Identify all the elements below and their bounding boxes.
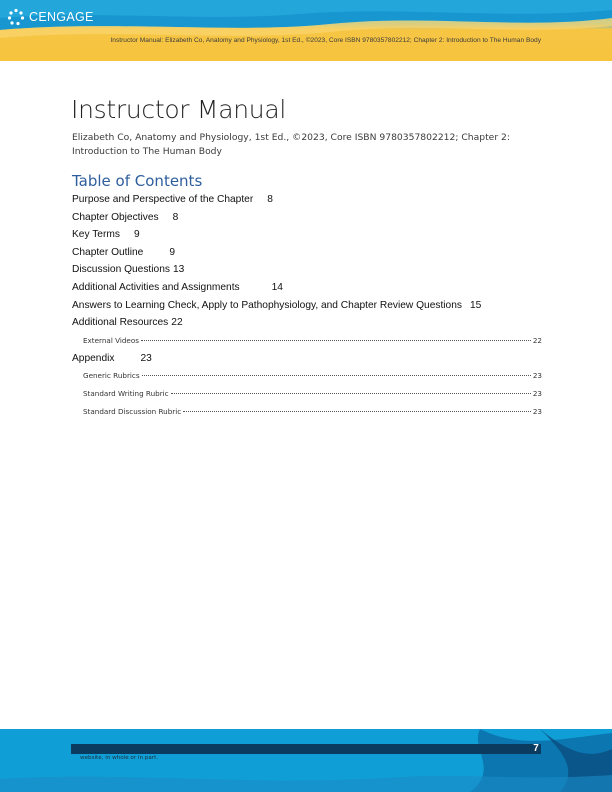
toc-entry-page: 23 (532, 388, 542, 398)
toc-dot-leader (141, 340, 531, 341)
toc-entry-page: 9 (169, 246, 176, 258)
toc-subentry[interactable] (72, 387, 542, 405)
toc-entry-label: Standard Writing Rubric (83, 388, 169, 398)
toc-entry-page: 8 (267, 194, 273, 205)
toc-entry-page: 22 (171, 317, 183, 329)
document-title: Instructor Manual (71, 95, 286, 124)
cengage-logo (7, 8, 94, 26)
toc-entry[interactable] (72, 246, 542, 264)
toc-dot-leader (142, 375, 531, 376)
toc-entry[interactable] (72, 263, 542, 281)
toc-heading: Table of Contents (72, 172, 203, 190)
toc-entry-label: Answers to Learning Check, Apply to Pathophysiology, and Chapter Review Questions (72, 299, 462, 311)
page-header (0, 0, 612, 61)
toc-entry-label: Additional Activities and Assignments (72, 281, 240, 293)
toc-entry-page: 14 (271, 281, 283, 293)
toc-entry[interactable] (72, 316, 542, 334)
toc-entry[interactable] (72, 193, 542, 211)
toc-entry-page: 15 (469, 299, 482, 311)
toc-entry-label: Chapter Outline (72, 246, 144, 258)
page-footer (0, 729, 612, 792)
footer-copyright-note: website, in whole or in part. (80, 755, 159, 761)
toc-entry-page: 23 (532, 371, 542, 381)
toc-entry-page: 13 (172, 264, 185, 276)
toc-entry-page: 23 (140, 352, 152, 364)
running-header: Instructor Manual: Elizabeth Co, Anatomy and Physiology, 1st Ed., ©2023, Core ISBN 9780357802212; Chapter 2: Introduction to The Human Body (110, 37, 541, 44)
toc-entry-page: 23 (532, 406, 542, 416)
toc-entry[interactable] (72, 228, 542, 246)
toc-subentry[interactable] (72, 369, 542, 387)
toc-entry-label: Chapter Objectives (72, 211, 159, 223)
toc-entry[interactable] (72, 281, 542, 299)
toc-entry-label: Additional Resources (72, 317, 169, 329)
toc-entry-label: External Videos (83, 335, 139, 345)
toc-subentry[interactable] (72, 405, 542, 423)
toc-dot-leader (171, 393, 531, 394)
toc-entry[interactable] (72, 211, 542, 229)
toc-entry-label: Appendix (72, 352, 115, 364)
cengage-dots-icon (7, 8, 25, 26)
toc-entry-label: Discussion Questions (72, 264, 170, 276)
toc-entry[interactable] (72, 299, 542, 317)
footer-bar (71, 744, 541, 754)
toc-entry[interactable] (72, 352, 542, 370)
toc-entry-page: 22 (532, 335, 542, 345)
toc-entry-page: 9 (133, 229, 140, 241)
toc-entry-label: Purpose and Perspective of the Chapter (72, 194, 254, 205)
toc-entry-label: Key Terms (72, 229, 120, 241)
toc-entry-label: Standard Discussion Rubric (83, 406, 182, 416)
toc-dot-leader (183, 411, 531, 412)
document-subtitle: Elizabeth Co, Anatomy and Physiology, 1st Ed., ©2023, Core ISBN 9780357802212; Chapter 2: Introduction to The Human Body (72, 132, 510, 157)
page-number: 7 (533, 743, 539, 754)
toc-entry-label: Generic Rubrics (83, 371, 140, 381)
toc-subentry[interactable] (72, 334, 542, 352)
table-of-contents (72, 193, 542, 423)
toc-entry-page: 8 (172, 211, 179, 223)
logo-text: CENGAGE (29, 10, 94, 24)
